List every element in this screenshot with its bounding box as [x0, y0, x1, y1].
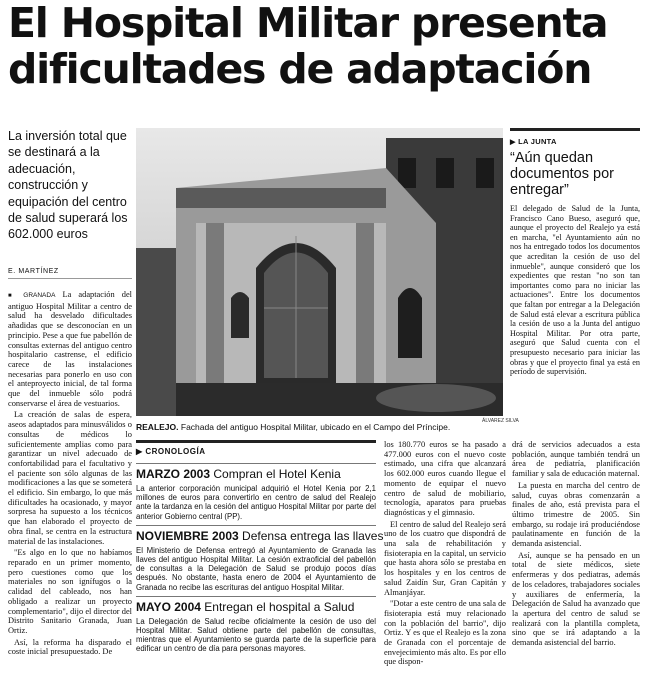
caption-text: Fachada del antiguo Hospital Militar, ubicado en el Campo del Príncipe. — [180, 422, 451, 432]
chronology-heading — [136, 440, 376, 459]
article-paragraph: "Dotar a este centro de una sala de fisioterapia está muy relacionado con la población del barrio", dijo Ortiz. Y es que el Realejo es la zona de Granada con el porcentaje de envejecimiento más alto. Es por ello que dispon- — [384, 599, 506, 667]
article-paragraph: La creación de salas de espera, aseos adaptados para minusválidos o consultas de médicos lo suficientemente amplias como para garantizar un nivel adecuado de confortabilidad para el facultativo y el paciente son sólo algunas de las modificaciones a las que se someterá el edificio. Sin embargo, lo que más dificultades ha ocasionado, y mayor sorpresa ha supuesto a los técnicos que han elaborado el proyecto de obra final, se centra en la estructura material de las instalaciones. — [8, 410, 132, 546]
sidebar-label — [510, 131, 640, 146]
article-paragraph: "Es algo en lo que no habíamos reparado en un primer momento, pero cuestiones como que los materiales no son ignífugos o la calidad del cableado, nos han obligado a realizar un proyecto complementario", dijo el director del Distrito Sanitario Granada, Juan Ortiz. — [8, 548, 132, 635]
chronology-item-headline: Compran el Hotel Kenia — [213, 467, 341, 481]
chronology-box — [136, 440, 384, 654]
article-column-4 — [512, 440, 640, 650]
article-paragraph: Así, la reforma ha disparado el coste inicial presupuestado. De — [8, 637, 132, 657]
chronology-item — [136, 525, 384, 592]
triangle-icon: ▶ — [136, 447, 146, 456]
article-column-3 — [384, 440, 506, 669]
chronology-item-date: NOVIEMBRE 2003 — [136, 528, 239, 543]
hospital-facade-illustration — [136, 128, 503, 416]
chronology-item-body: El Ministerio de Defensa entregó al Ayuntamiento de Granada las llaves del antiguo Hospital Militar. La cesión extraoficial del pabellón de consultas a la Delegación de Salud se produjo pocos días después. No obstante, hasta enero de 2004 el Ayuntamiento de Granada no recibe las escrituras del antiguo Hospital Militar. — [136, 545, 376, 592]
chronology-item-title — [136, 600, 376, 614]
chronology-item-body: La Delegación de Salud recibe oficialmente la cesión de uso del Hospital Militar. Salud obtiene parte del pabellón de consultas, mientras que el Ayuntamiento se guarda parte de la superficie para edificar un centro de día para personas mayores. — [136, 616, 376, 654]
paragraph-text: La adaptación del antiguo Hospital Militar a centro de salud ha desvelado dificultades añadidas que se desconocían en un principio. Pese a que fue pabellón de consultas externas del antiguo centro hospitalario castrense, el edificio carece de las instalaciones necesarias para ponerlo en uso con el anteproyecto inicial, de tal forma que del inmueble sólo podrá conservarse el área de vestuarios. — [8, 290, 132, 408]
article-paragraph: Así, aunque se ha pensado en un total de siete médicos, siete enfermeras y dos pediatras, además de los celadores, trabajadores sociales y auxiliares de enfermería, la Delegación de Salud ha avanzado que la apertura del centro de salud se realizará con la plantilla completa, sino que se irá adaptando a la demanda asistencial del barrio. — [512, 550, 640, 648]
triangle-icon: ▶ — [510, 139, 516, 146]
headline-line-2: dificultades de adaptación — [8, 45, 592, 93]
byline: E. MARTÍNEZ — [8, 268, 132, 279]
photo-credit: ÁLVAREZ SILVA — [482, 418, 519, 424]
chronology-item-body: La anterior corporación municipal adquirió el Hotel Kenia por 2,1 millones de euros para convertirlo en centro de salud del Realejo ante la tardanza en la cesión del antiguo Hospital Militar por parte del anterior Gobierno central (PP). — [136, 484, 376, 521]
chronology-item-date: MARZO 2003 — [136, 467, 211, 481]
chronology-item-title — [136, 467, 376, 481]
photo-caption — [136, 422, 503, 432]
caption-label: REALEJO. — [136, 422, 179, 432]
chronology-item-headline: Defensa entrega las llaves — [242, 528, 384, 543]
article-paragraph: ■ GRANADA La adaptación del antiguo Hospital Militar a centro de salud ha desvelado dificultades añadidas que se desconocían en un principio. Pese a que fue pabellón de consultas externas del antiguo centro hospitalario castrense, el edificio carece de las instalaciones necesarias para ponerlo en uso con el anteproyecto inicial, de tal forma que del inmueble sólo podrá conservarse el área de vestuarios. — [8, 290, 132, 408]
headline-line-1: El Hospital Militar presenta — [8, 0, 608, 47]
chronology-item-title — [136, 528, 384, 543]
article-paragraph: El centro de salud del Realejo será uno de los cuatro que dispondrá de una sala de rehabilitación y fisioterapia en la capital, un servicio que hasta ahora sólo se prestaba en los hospitales y en los centros de salud Zaidín Sur, Gran Capitán y Almanjáyar. — [384, 519, 506, 597]
headline — [8, 0, 644, 92]
dateline: GRANADA — [23, 292, 56, 299]
article-column-1 — [8, 290, 132, 659]
chronology-item — [136, 463, 376, 521]
hospital-photo — [136, 128, 503, 416]
chronology-item-date: MAYO 2004 — [136, 599, 201, 614]
sidebar-body: El delegado de Salud de la Junta, Francisco Cano Bueso, aseguró que, aunque el proyecto del Realejo ya está en marcha, "el Ayuntamiento aún no nos ha entregado todos los documentos que acreditan la cesión de uso del inmueble", aunque consideró que los expedientes que restan "no son tan importantes como para no iniciar las actuaciones". Entre los documentos que faltan por entregar a la Delegación de Salud está elevar a escritura pública la cesión de uso a la Junta del antiguo Hospital Militar. Por otra parte, aseguró que Salud cuenta con el presupuesto necesario para iniciar las obras y que el proyecto final ya está en período de supervisión. — [510, 204, 640, 377]
article-paragraph: drá de servicios adecuados a esta población, aunque también tendrá un área de pediatría, planificación familiar y sala de educación maternal. — [512, 440, 640, 479]
sidebar-label-text: LA JUNTA — [518, 137, 557, 146]
article-paragraph: La puesta en marcha del centro de salud, cuyas obras comenzarán a finales de año, está prevista para el último trimestre de 2005. Sin embargo, su rodaje irá produciéndose paulatinamente en función de la demanda asistencial. — [512, 480, 640, 549]
chronology-heading-text: CRONOLOGÍA — [145, 447, 206, 456]
sidebar-quote: “Aún quedan documentos por entregar” — [510, 150, 614, 198]
chronology-item-headline: Entregan el hospital a Salud — [204, 599, 355, 614]
chronology-item — [136, 596, 376, 654]
deck-subheadline: La inversión total que se destinará a la adecuación, construcción y equipación del centro de salud superará los 602.000 euros — [8, 129, 128, 242]
sidebar-la-junta — [510, 128, 640, 377]
article-paragraph: los 180.770 euros se ha pasado a 477.000 euros con el nuevo coste estimado, una cifra que alcanzará los 602.000 euros cuando llegue el momento de equipar el nuevo centro de salud de mobiliario, tecnología, aparatos para pruebas diagnósticas y el gimnasio. — [384, 440, 506, 517]
